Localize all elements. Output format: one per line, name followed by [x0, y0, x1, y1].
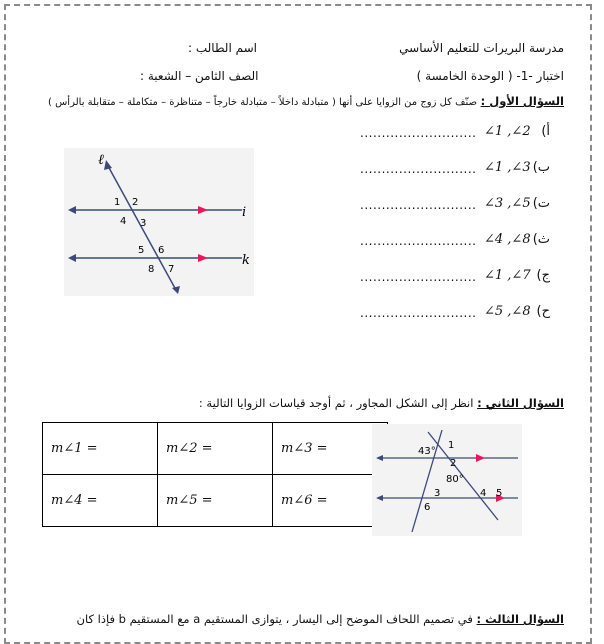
angle-pair: ∠1 ,∠7: [484, 268, 531, 283]
q1-item: [360, 160, 560, 178]
angle-label: 8: [148, 264, 155, 275]
answer-blank[interactable]: ...........................: [360, 234, 477, 248]
q1-item: [360, 232, 560, 250]
answer-blank[interactable]: ...........................: [360, 162, 477, 176]
answer-cell[interactable]: m∠1 =: [43, 423, 158, 475]
angle-label: 3: [434, 488, 441, 499]
angle-label: 2: [450, 458, 457, 469]
q1-instruction: صنّف كل زوج من الزوايا على أنها ( متبادلة داخلاً – متبادلة خارجاً – متناظرة – متكاملة – متقابلة بالرأس ): [48, 97, 477, 108]
angles-figure: [372, 424, 522, 536]
table-row: [43, 475, 388, 527]
angle-label: 4: [120, 216, 127, 227]
label-l: ℓ: [98, 152, 104, 168]
q2-heading: [199, 396, 564, 410]
arrowhead-up: [104, 160, 112, 170]
item-letter: أ): [541, 124, 550, 139]
arrowhead-left: [68, 206, 76, 214]
angle-pair: ∠3 ,∠5: [484, 196, 531, 211]
answer-cell[interactable]: m∠5 =: [158, 475, 273, 527]
q2-instruction: انظر إلى الشكل المجاور ، ثم أوجد قياسات الزوايا التالية :: [198, 396, 474, 410]
label-k: k: [242, 253, 250, 268]
item-letter: ح): [536, 304, 550, 319]
angle-pair: ∠4 ,∠8: [484, 232, 531, 247]
parallel-lines-figure: [64, 148, 254, 296]
q1-title: السؤال الأول :: [480, 94, 564, 108]
answer-cell[interactable]: m∠2 =: [158, 423, 273, 475]
angle-label: 3: [140, 218, 147, 229]
q1-item: [360, 268, 560, 286]
angle-label: 5: [496, 488, 503, 499]
angle-measures-table: [42, 422, 388, 527]
answer-blank[interactable]: ...........................: [360, 126, 477, 140]
parallel-marker-icon: [198, 254, 208, 262]
answer-blank[interactable]: ...........................: [360, 270, 477, 284]
label-i: i: [242, 205, 247, 220]
q2-title: السؤال الثاني :: [477, 396, 564, 410]
q1-item: [360, 196, 560, 214]
answer-cell[interactable]: m∠4 =: [43, 475, 158, 527]
figure2-svg: [372, 424, 522, 536]
angle-43-label: 43°: [418, 446, 436, 457]
item-letter: ب): [532, 160, 550, 175]
parallel-marker-icon: [476, 454, 485, 462]
answer-blank[interactable]: ...........................: [360, 306, 477, 320]
angle-label: 1: [114, 197, 121, 208]
school-name: مدرسة البريرات للتعليم الأساسي: [399, 41, 564, 55]
angle-80-label: 80°: [446, 474, 464, 485]
angle-pair: ∠5 ,∠8: [484, 304, 531, 319]
q3-text: في تصميم اللحاف الموضح إلى اليسار ، يتوازى المستقيم a مع المستقيم b فإذا كان: [76, 612, 473, 626]
q3-title: السؤال الثالث :: [476, 612, 564, 626]
arrowhead-left: [376, 495, 383, 501]
q1-item: [360, 124, 560, 142]
answer-cell[interactable]: m∠6 =: [273, 475, 388, 527]
angle-label: 1: [448, 440, 455, 451]
figure1-svg: [64, 148, 254, 296]
arrowhead-left: [376, 455, 383, 461]
table-row: [43, 423, 388, 475]
student-name-label: اسم الطالب :: [188, 41, 257, 55]
answer-blank[interactable]: ...........................: [360, 198, 477, 212]
item-letter: ج): [536, 268, 550, 283]
item-letter: ت): [532, 196, 550, 211]
arrowhead-left: [68, 254, 76, 262]
q1-heading: [48, 94, 564, 108]
class-label: الصف الثامن – الشعبة :: [140, 69, 259, 83]
parallel-marker-icon: [198, 206, 208, 214]
angle-pair: ∠1 ,∠2: [484, 124, 531, 139]
angle-label: 5: [138, 245, 145, 256]
angle-pair: ∠1 ,∠3: [484, 160, 531, 175]
q3-heading: [77, 612, 564, 626]
angle-label: 4: [480, 488, 487, 499]
arrowhead-down: [172, 286, 180, 294]
q1-item: [360, 304, 560, 322]
answer-cell[interactable]: m∠3 =: [273, 423, 388, 475]
angle-label: 7: [168, 264, 175, 275]
angle-label: 2: [132, 197, 139, 208]
test-title: اختبار -1- ( الوحدة الخامسة ): [416, 69, 564, 83]
item-letter: ث): [532, 232, 550, 247]
angle-label: 6: [158, 245, 165, 256]
angle-label: 6: [424, 502, 431, 513]
